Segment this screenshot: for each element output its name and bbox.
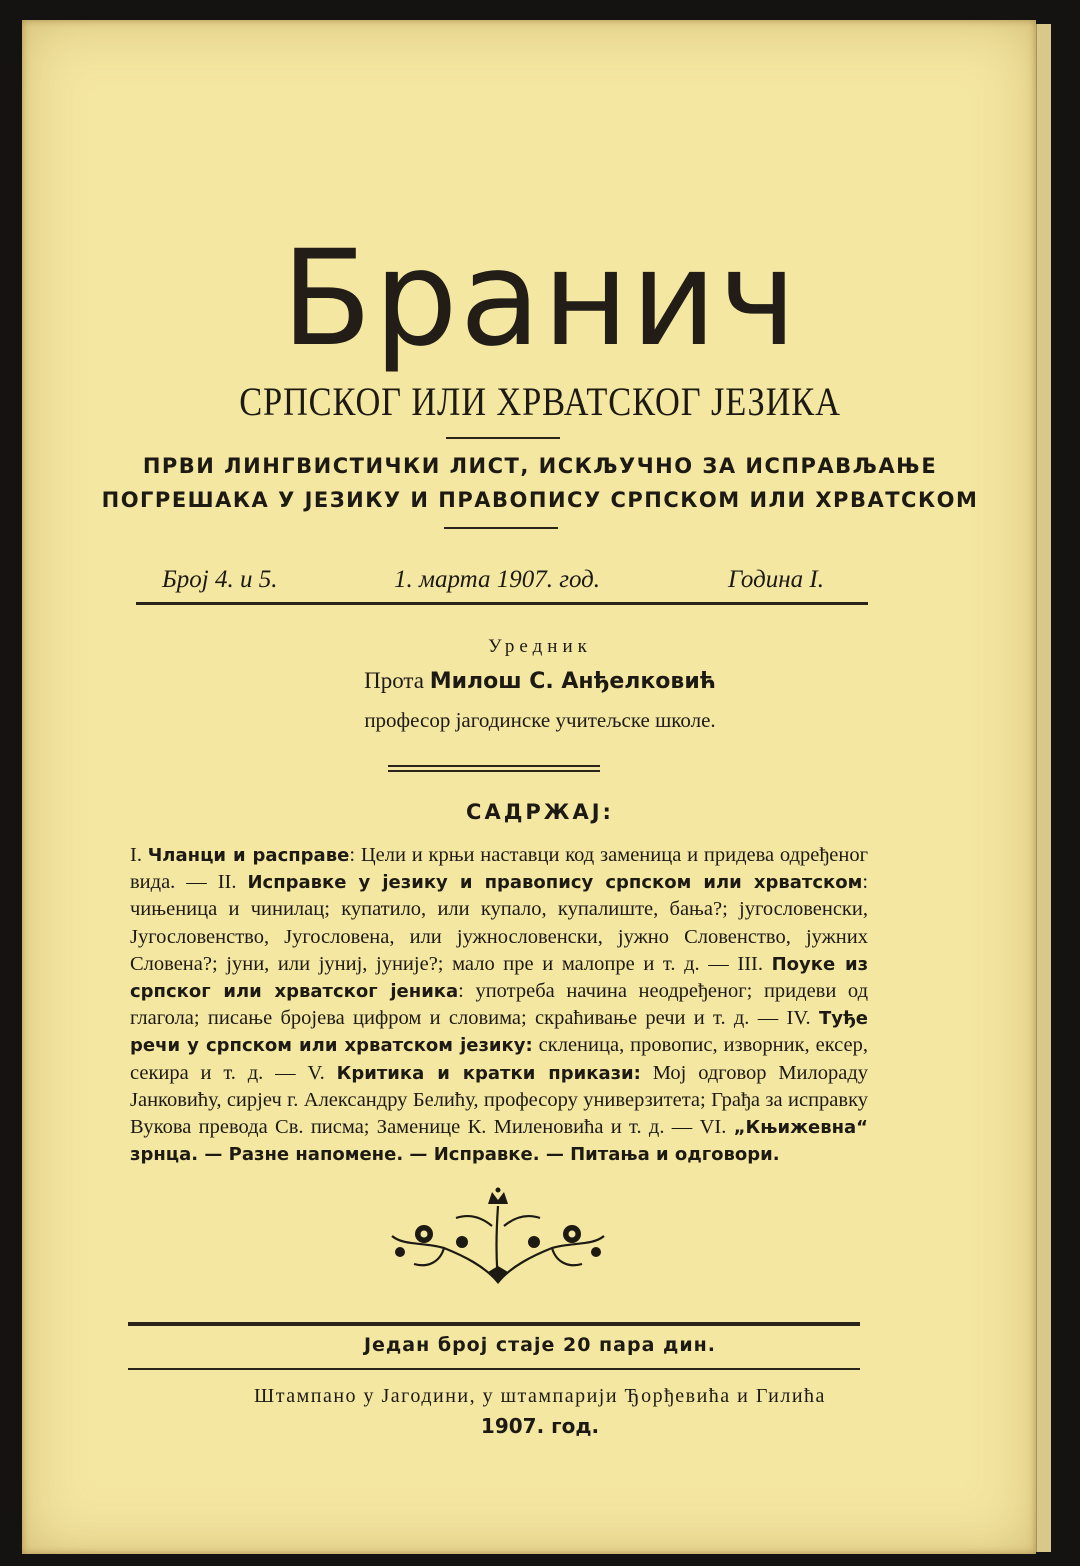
- divider-short: [444, 527, 558, 529]
- separator: —: [539, 1144, 571, 1166]
- editor-role: професор јагодинске учитељске школе.: [364, 708, 716, 732]
- editor-name: Милош С. Анђелковић: [429, 669, 716, 694]
- section-number: III.: [737, 952, 763, 975]
- section-text: Мој одговор Милораду Јанковићу, сирјеч г. Александру Белићу, професору универзитета; Грађа за исправку Вукова превода Св. писма; Заменице К. Миленовића и т. д. —: [130, 1061, 869, 1139]
- divider: [128, 1368, 860, 1370]
- divider-short: [446, 437, 560, 439]
- editor-prefix: Прота: [364, 668, 424, 693]
- issue-date: 1. марта 1907. год.: [394, 566, 601, 593]
- divider-double: [388, 765, 600, 767]
- price: Један број стаје 20 пара дин.: [363, 1334, 717, 1356]
- section-number: IV.: [786, 1007, 811, 1030]
- section-number: V.: [307, 1061, 325, 1084]
- section-number: II.: [217, 871, 237, 894]
- section-title: Исправке у језику и правопису српском или хрватском: [247, 872, 863, 894]
- section-text: скленица, провопис, изворник, ексер, секира и т. д. —: [130, 1034, 869, 1084]
- section-text: : чињеница и чинилац; купатило, или купало, купалиште, бања?; југословенски, Југословенство, Југословена, или јужнословенски, јужно Словенство, јужних Словена?; јуни, или јуниј, јуније?; мало пре и малопре и т. д. —: [130, 871, 869, 975]
- section-title: Питања и одговори.: [570, 1144, 780, 1166]
- contents-heading: САДРЖАЈ:: [466, 800, 614, 824]
- section-text: : Цели и крњи наставци код заменица и придева одређеног вида. —: [130, 844, 868, 894]
- section-text: : употреба начина неодређеног; придеви од глагола; писање бројева цифром и словима; скраћивање речи и т. д. —: [130, 980, 868, 1030]
- section-title: Поуке из српског или хрватског јеника: [130, 953, 869, 1003]
- section-title: Исправке.: [433, 1144, 540, 1166]
- section-title: Разне напомене.: [228, 1144, 404, 1166]
- issue-number: Број 4. и 5.: [162, 566, 278, 593]
- masthead-title: Бранич: [281, 222, 799, 376]
- section-title: Чланци и расправе: [147, 845, 350, 866]
- editor-label: Уредник: [488, 636, 592, 657]
- description-line-1: ПРВИ ЛИНГВИСТИЧКИ ЛИСТ, ИСКЉУЧНО ЗА ИСПРАВЉАЊЕ: [142, 454, 938, 478]
- floral-ornament-icon: [384, 1186, 612, 1286]
- separator: —: [403, 1144, 434, 1166]
- editor-line: [0, 668, 1080, 694]
- contents-body: [130, 842, 868, 1168]
- issue-volume: Година I.: [728, 566, 824, 593]
- divider-thick: [128, 1322, 860, 1326]
- section-title: Туђе речи у српском или хрватском језику:: [130, 1008, 869, 1057]
- section-title: Критика и кратки прикази:: [336, 1062, 641, 1084]
- section-number: I.: [130, 844, 142, 866]
- masthead-subtitle: СРПСКОГ ИЛИ ХРВАТСКОГ ЈЕЗИКА: [239, 379, 841, 424]
- section-number: VI.: [699, 1116, 727, 1139]
- description-line-2: ПОГРЕШАКА У ЈЕЗИКУ И ПРАВОПИСУ СРПСКОМ ИЛИ ХРВАТСКОМ: [101, 488, 979, 512]
- divider-thick: [136, 602, 868, 605]
- separator: —: [198, 1144, 229, 1166]
- section-title: „Књижевна“ зрнца.: [130, 1117, 869, 1166]
- print-year: 1907. год.: [480, 1414, 600, 1438]
- printer-line: Штампано у Јагодини, у штампарији Ђорђевића и Гилића: [254, 1385, 826, 1407]
- divider-double: [388, 770, 600, 772]
